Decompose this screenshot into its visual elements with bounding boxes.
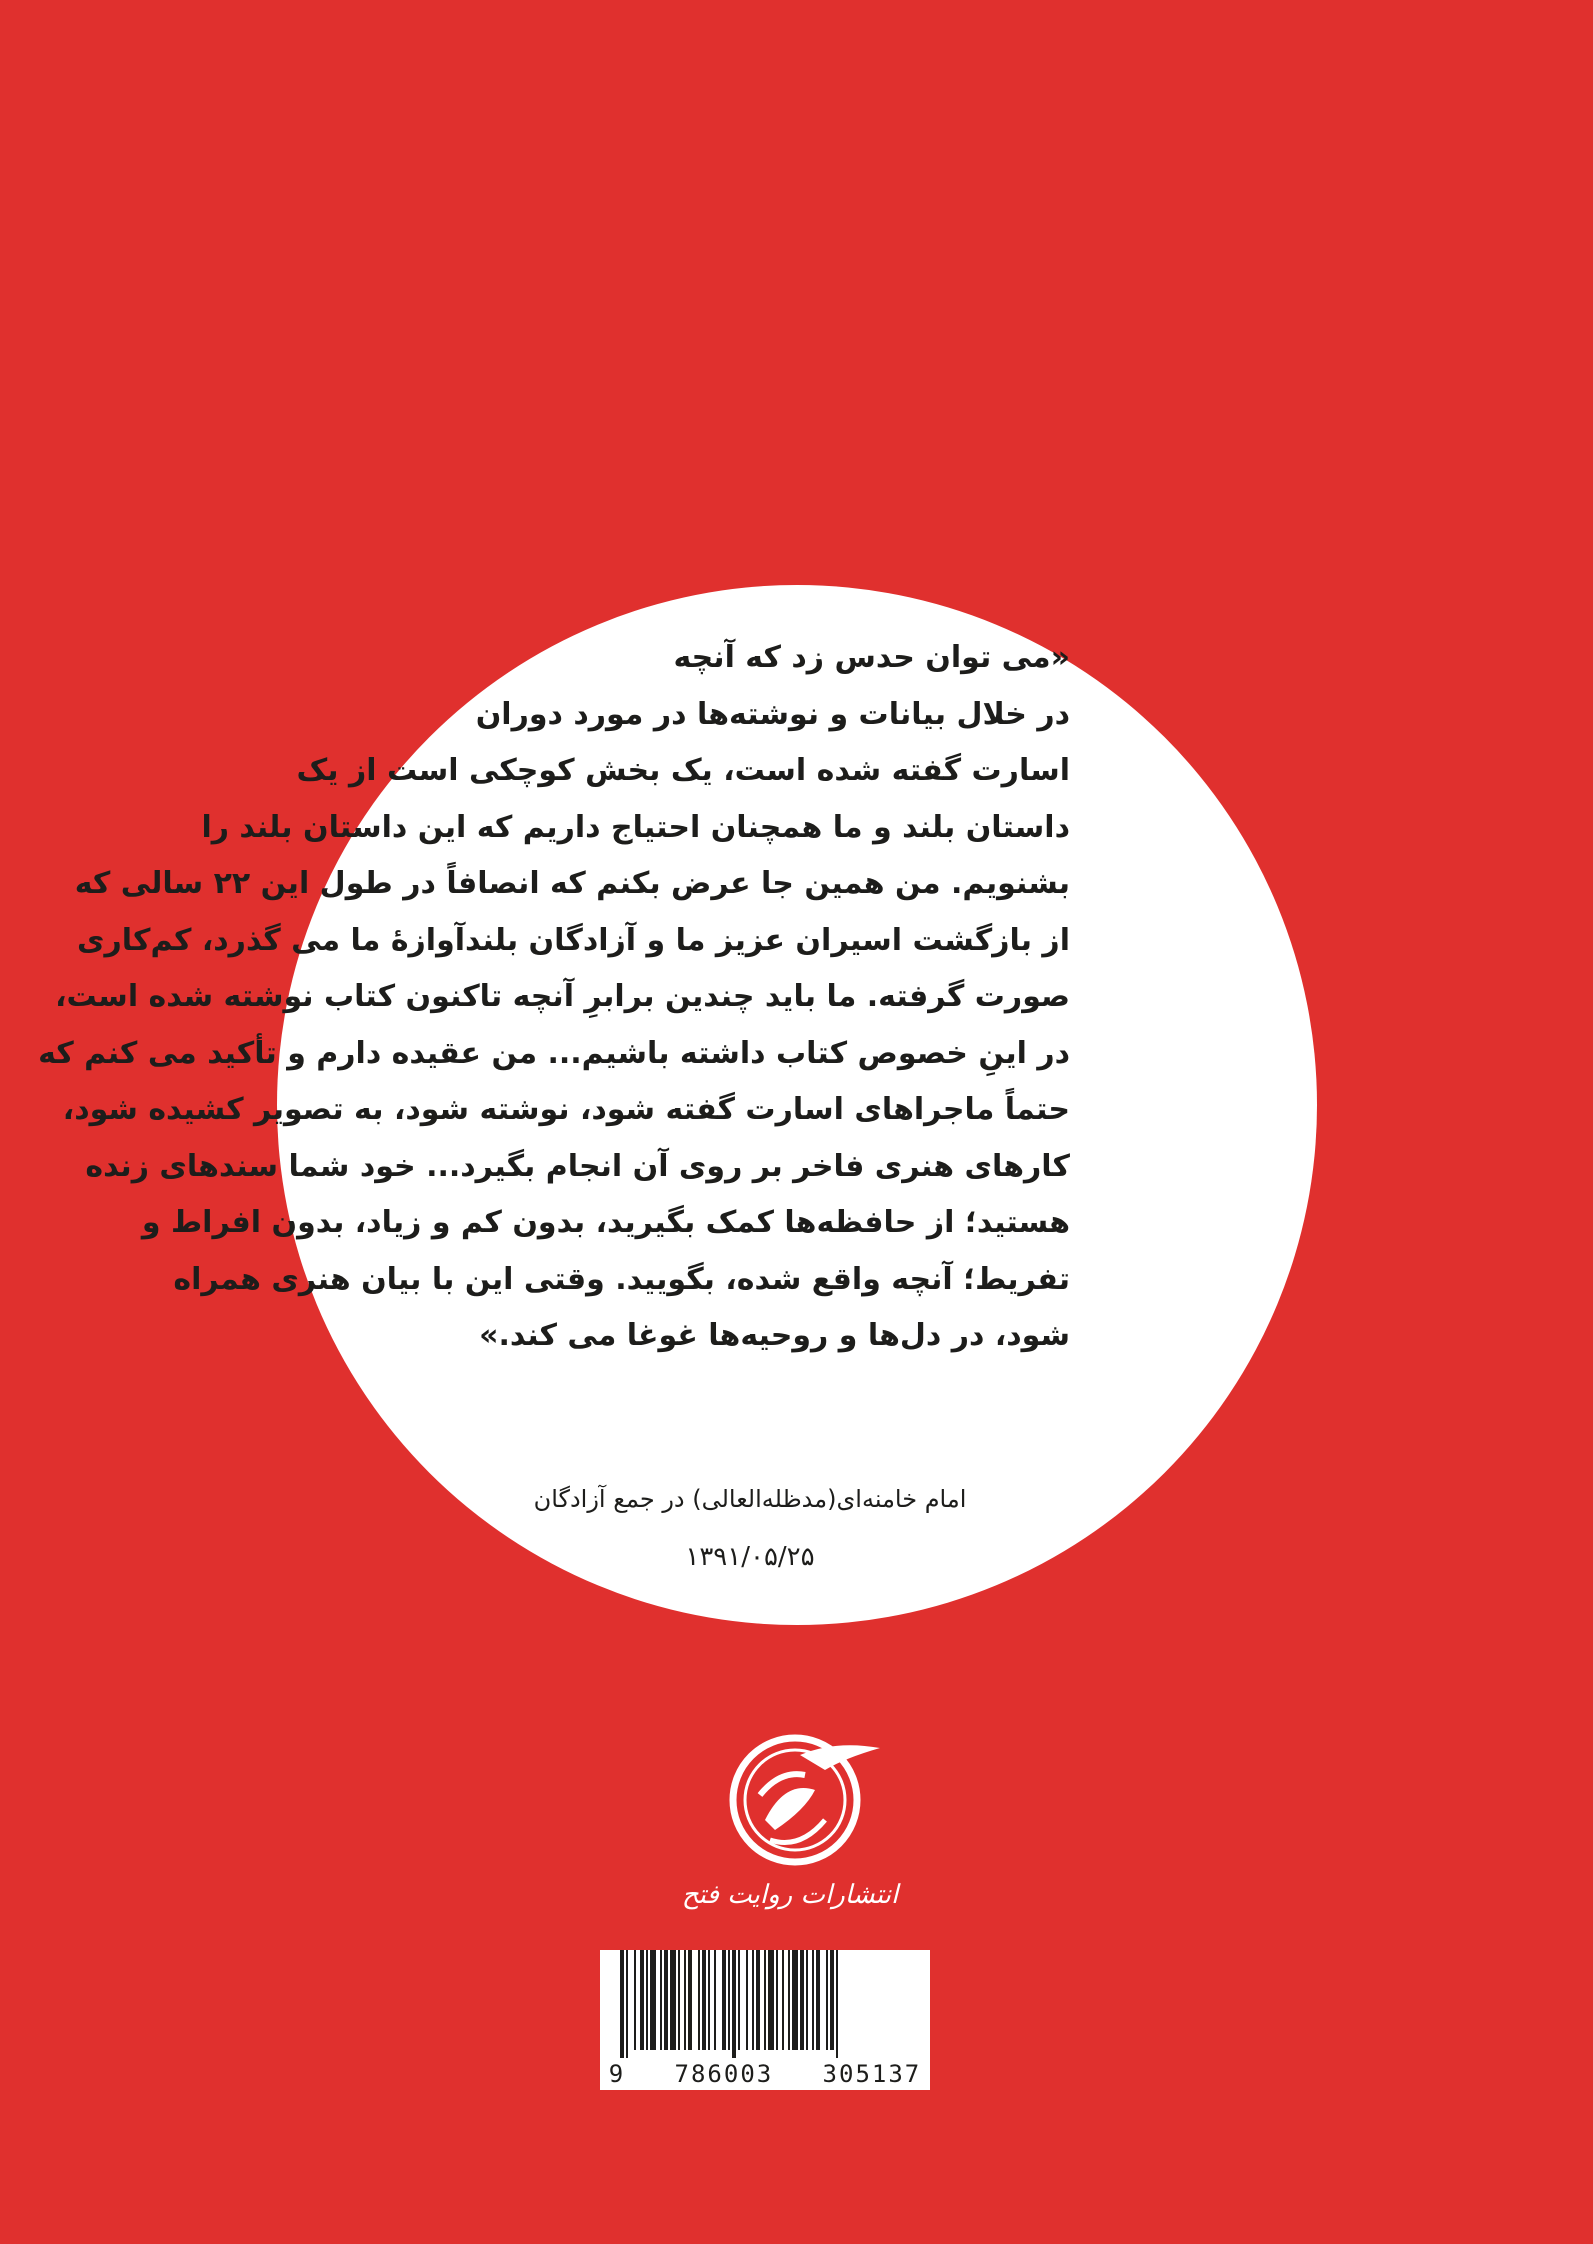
quote-line: «می توان حدس زد که آنچه bbox=[673, 640, 1070, 675]
quote-line: حتماً ماجراهای اسارت گفته شود، نوشته شود، به تصویر کشیده شود، bbox=[62, 1092, 1070, 1127]
barcode bbox=[600, 1950, 930, 2090]
barcode-bar bbox=[698, 1950, 700, 2050]
quote-line: اسارت گفته شده است، یک بخش کوچکی است از یک bbox=[296, 753, 1070, 788]
publisher-logo bbox=[705, 1700, 885, 1900]
barcode-bars bbox=[620, 1950, 910, 2060]
barcode-bar bbox=[660, 1950, 662, 2050]
barcode-bar bbox=[826, 1950, 828, 2050]
barcode-digits: 9 786003 305137 bbox=[608, 2060, 922, 2088]
barcode-bar bbox=[714, 1950, 716, 2050]
barcode-bar bbox=[732, 1950, 736, 2058]
barcode-bar bbox=[800, 1950, 804, 2050]
quote-line: در خلال بیانات و نوشته‌ها در مورد دوران bbox=[475, 696, 1070, 732]
quote-line: در اینِ خصوص کتاب داشته باشیم... من عقیده دارم و تأکید می کنم که bbox=[38, 1035, 1070, 1071]
quote-line: کارهای هنری فاخر بر روی آن انجام بگیرد... خود شما سندهای زنده bbox=[85, 1148, 1070, 1184]
barcode-bar bbox=[752, 1950, 754, 2050]
barcode-bar bbox=[728, 1950, 730, 2050]
barcode-bar bbox=[688, 1950, 692, 2050]
barcode-bar bbox=[664, 1950, 668, 2050]
barcode-bar bbox=[650, 1950, 656, 2050]
barcode-bar bbox=[678, 1950, 680, 2050]
barcode-bar bbox=[640, 1950, 644, 2050]
attribution-date: ۱۳۹۱/۰۵/۲۵ bbox=[685, 1542, 815, 1572]
quote-line: بشنویم. من همین جا عرض بکنم که انصافاً در طول این ۲۲ سالی که bbox=[74, 866, 1070, 901]
barcode-bar bbox=[702, 1950, 706, 2050]
quote-line: شود، در دل‌ها و روحیه‌ها غوغا می کند.» bbox=[479, 1318, 1070, 1353]
barcode-bar bbox=[768, 1950, 774, 2050]
barcode-bar bbox=[806, 1950, 808, 2050]
quote-line: هستید؛ از حافظه‌ها کمک بگیرید، بدون کم و زیاد، بدون افراط و bbox=[141, 1205, 1070, 1240]
barcode-bar bbox=[788, 1950, 790, 2050]
quote-line: تفریط؛ آنچه واقع شده، بگویید. وقتی این با بیان هنری همراه bbox=[173, 1261, 1070, 1297]
barcode-bar bbox=[812, 1950, 814, 2050]
barcode-bar bbox=[634, 1950, 636, 2050]
barcode-bar bbox=[746, 1950, 748, 2050]
barcode-bar bbox=[708, 1950, 710, 2050]
quote-line: داستان بلند و ما همچنان احتیاج داریم که این داستان بلند را bbox=[201, 809, 1070, 845]
quote-line: از بازگشت اسیران عزیز ما و آزادگان بلندآوازهٔ ما می گذرد، کم‌کاری bbox=[76, 922, 1070, 958]
barcode-bar bbox=[830, 1950, 834, 2050]
barcode-bar bbox=[776, 1950, 778, 2050]
barcode-bar bbox=[836, 1950, 838, 2058]
barcode-bar bbox=[646, 1950, 648, 2050]
barcode-bar bbox=[792, 1950, 798, 2050]
quote-text bbox=[38, 630, 1070, 1365]
barcode-bar bbox=[722, 1950, 726, 2050]
publisher-name: انتشارات روایت فتح bbox=[681, 1880, 899, 1910]
attribution bbox=[450, 1470, 1050, 1586]
barcode-bar bbox=[816, 1950, 820, 2050]
quote-line: صورت گرفته. ما باید چندین برابرِ آنچه تاکنون کتاب نوشته شده است، bbox=[55, 979, 1070, 1014]
barcode-bar bbox=[764, 1950, 766, 2050]
barcode-bar bbox=[620, 1950, 624, 2058]
barcode-bar bbox=[756, 1950, 760, 2050]
barcode-bar bbox=[738, 1950, 740, 2050]
attribution-author: امام خامنه‌ای(مدظله‌العالی) در جمع آزادگان bbox=[533, 1485, 967, 1513]
barcode-bar bbox=[626, 1950, 628, 2058]
barcode-bar bbox=[782, 1950, 784, 2050]
barcode-bar bbox=[684, 1950, 686, 2050]
barcode-bar bbox=[670, 1950, 676, 2050]
